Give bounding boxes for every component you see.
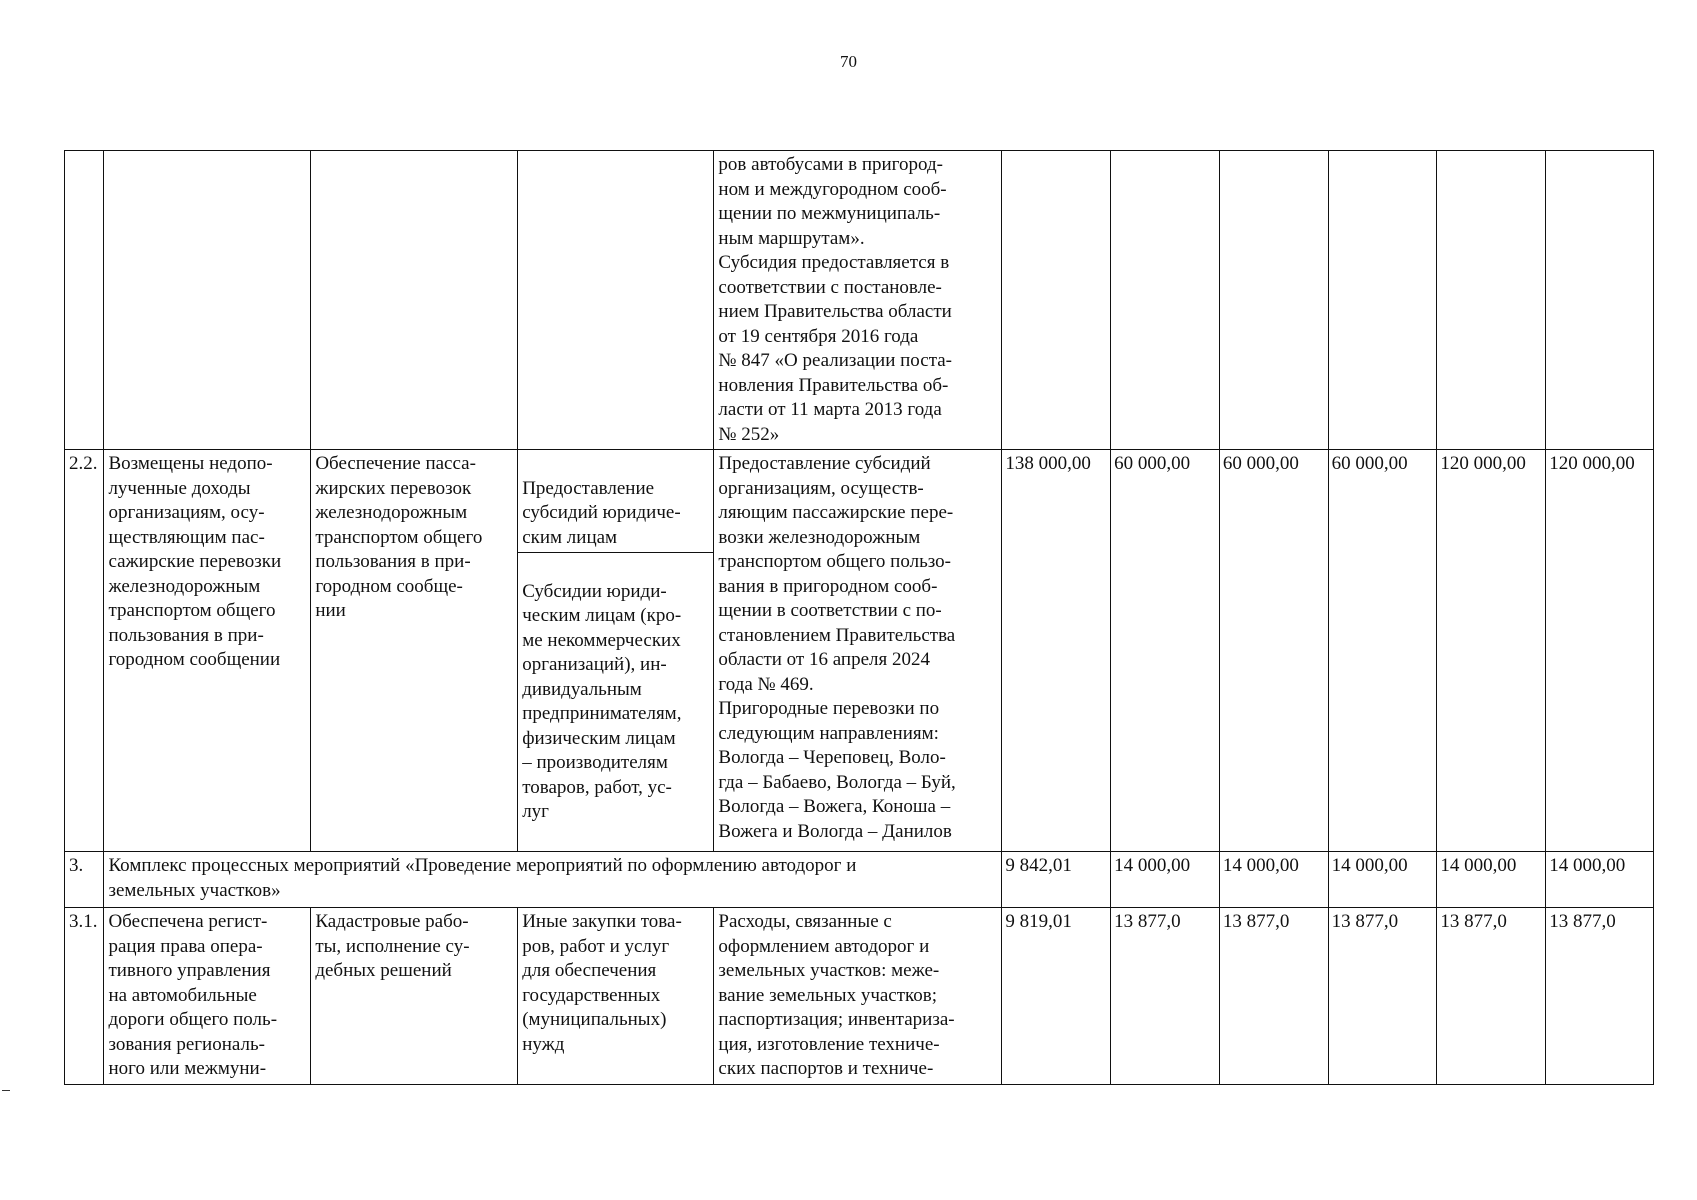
cell-value: 13 877,0 [1328, 908, 1437, 1085]
cell-type: Иные закупки това- ров, работ и услуг для обеспечения государственных (муниципальных) нужд [518, 908, 714, 1085]
cell-section-title: Комплекс процессных мероприятий «Проведение мероприятий по оформлению автодорог и земельных участков» [104, 852, 1002, 908]
cell-value [1328, 151, 1437, 450]
cell-value: 120 000,00 [1437, 450, 1546, 852]
cell-value: 60 000,00 [1328, 450, 1437, 852]
cell-value [1111, 151, 1220, 450]
table-row-3-1 [65, 908, 1654, 1085]
cell-num [65, 151, 104, 450]
cell-value: 60 000,00 [1219, 450, 1328, 852]
cell-value: 14 000,00 [1111, 852, 1220, 908]
cell-value [1002, 151, 1111, 450]
table-row-3 [65, 852, 1654, 908]
cell-value: 13 877,0 [1437, 908, 1546, 1085]
cell-value: 14 000,00 [1219, 852, 1328, 908]
cell-value: 14 000,00 [1437, 852, 1546, 908]
cell-description: ров автобусами в пригород- ном и междугородном сооб- щении по межмуниципаль- ным маршрутам». Субсидия предоставляется в соответствии с постановле- нием Правительства области от 19 сентября 2016 года № 847 «О реализации поста- новления Правительства об- ласти от 11 марта 2013 года № 252» [714, 151, 1002, 450]
cell-type [518, 450, 714, 852]
cell-result: Возмещены недопо- лученные доходы организациям, осу- ществляющим пас- сажирские перевозки железнодорожным транспортом общего пользования в при- городном сообщении [104, 450, 311, 852]
cell-num: 3. [65, 852, 104, 908]
cell-value: 14 000,00 [1546, 852, 1654, 908]
cell-characteristic: Кадастровые рабо- ты, исполнение су- дебных решений [311, 908, 518, 1085]
cell-num: 2.2. [65, 450, 104, 852]
cell-value: 13 877,0 [1546, 908, 1654, 1085]
cell-result: Обеспечена регист- рация права опера- тивного управления на автомобильные дороги общего поль- зования региональ- ного или межмуни- [104, 908, 311, 1085]
cell-type-top: Предоставление субсидий юридиче- ским лицам [518, 475, 713, 554]
cell-value [1437, 151, 1546, 450]
cell-value: 60 000,00 [1111, 450, 1220, 852]
cell-value [1546, 151, 1654, 450]
cell-result [104, 151, 311, 450]
budget-table [64, 150, 1654, 1085]
table-row-continuation [65, 151, 1654, 450]
cell-value: 120 000,00 [1546, 450, 1654, 852]
cell-description: Предоставление субсидий организациям, осуществ- ляющим пассажирские пере- возки железнодорожным транспортом общего пользо- вания в пригородном сооб- щении в соответствии с по- становлением Правительства области от 16 апреля 2024 года № 469. Пригородные перевозки по следующим направлениям: Вологда – Череповец, Воло- гда – Бабаево, Вологда – Буй, Вологда – Вожега, Коноша – Вожега и Вологда – Данилов [714, 450, 1002, 852]
cell-characteristic: Обеспечение пасса- жирских перевозок железнодорожным транспортом общего пользования в при- городном сообще- нии [311, 450, 518, 852]
cell-num: 3.1. [65, 908, 104, 1085]
cell-characteristic [311, 151, 518, 450]
cell-value: 13 877,0 [1219, 908, 1328, 1085]
cell-value: 138 000,00 [1002, 450, 1111, 852]
cell-value: 9 842,01 [1002, 852, 1111, 908]
cell-description: Расходы, связанные с оформлением автодорог и земельных участков: меже- вание земельных участков; паспортизация; инвентариза- ция, изготовление техниче- ских паспортов и техниче- [714, 908, 1002, 1085]
page-number: 70 [840, 52, 857, 71]
cell-value [1219, 151, 1328, 450]
cell-type-bottom: Субсидии юриди- ческим лицам (кро- ме некоммерческих организаций), ин- дивидуальным предпринимателям, физическим лицам – производителям товаров, работ, ус- луг [522, 580, 682, 822]
table-row-2-2 [65, 450, 1654, 852]
cell-value: 14 000,00 [1328, 852, 1437, 908]
cell-value: 9 819,01 [1002, 908, 1111, 1085]
cell-type [518, 151, 714, 450]
cell-value: 13 877,0 [1111, 908, 1220, 1085]
scan-edge-mark [2, 1090, 10, 1091]
